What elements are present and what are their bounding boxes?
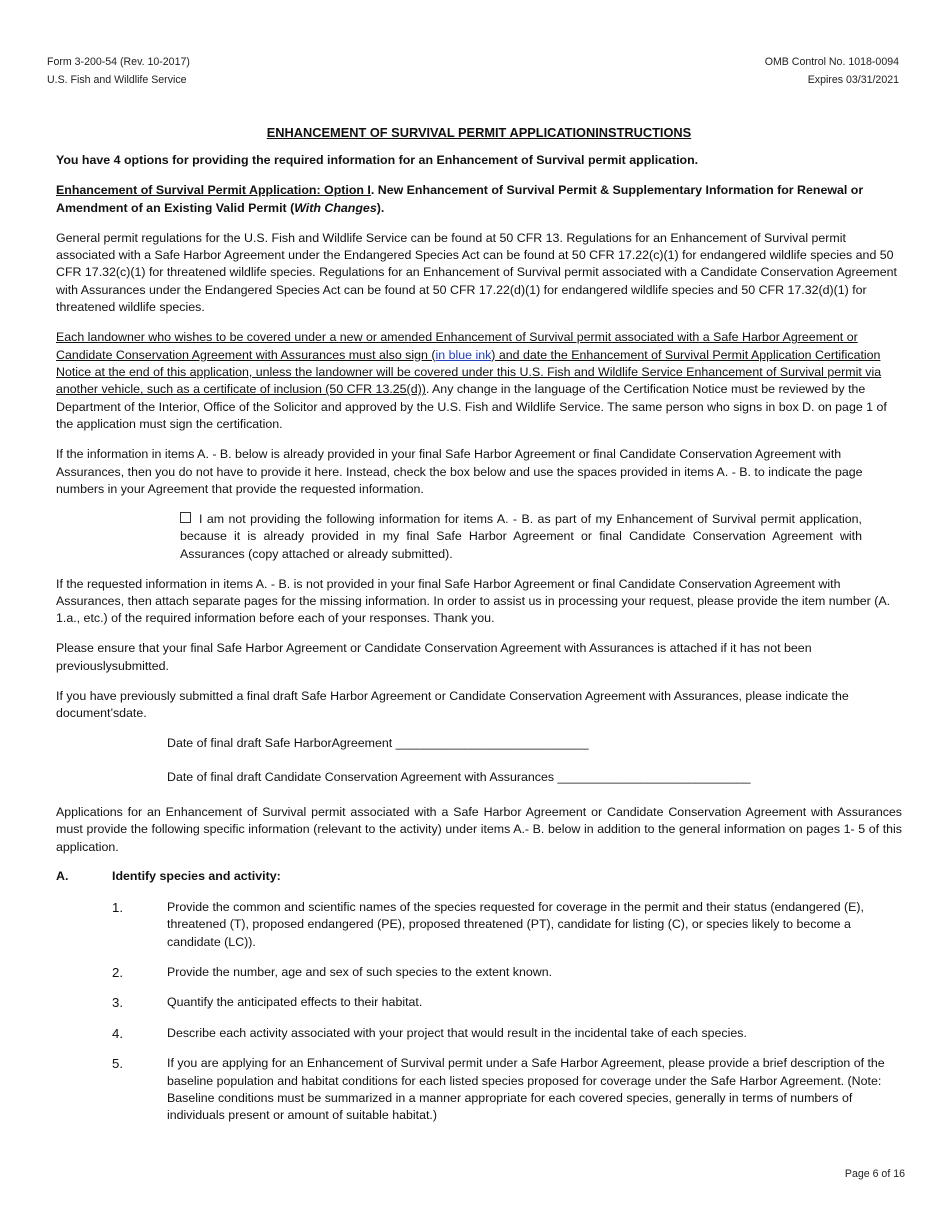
item-number: 5. — [112, 1056, 123, 1072]
safe-harbor-date-line — [167, 735, 902, 752]
expiration-date: Expires 03/31/2021 — [807, 74, 899, 86]
option-text-b: ). — [376, 200, 385, 215]
checkbox-statement — [180, 511, 862, 563]
landowner-paragraph — [56, 329, 902, 433]
omb-control-number: OMB Control No. 1018-0094 — [764, 56, 899, 68]
list-item — [56, 994, 902, 1011]
section-a-title: Identify species and activity: — [112, 869, 281, 884]
already-provided-paragraph: If the information in items A. - B. below is already provided in your final Safe Harbor Agreement or final Candidate Conservation Agreement with Assurances, then you do not have to provide it here. Instead, check the box below and use the spaces provided in items A. - B. to indicate the page numbers in your Agreement that provide the requested information. — [56, 447, 863, 496]
landowner-underlined-b: ) and date the Enhancement of Survival Permit Application Certification Notice at the end of this application, unless the landowner will be covered under this U.S. Fish and Wildlife Service Enhancement of Survival permit via another vehicle, such as a certificate of inclusion (50 CFR 13.25(d)) — [56, 347, 882, 397]
applications-paragraph: Applications for an Enhancement of Survival permit associated with a Safe Harbor Agreement or Candidate Conservation Agreement with Assurances must provide the following specific information (relevant to the activity) under items A.- B. below in addition to the general information on pages 1- 5 of this application. — [56, 804, 902, 854]
item-text: Provide the common and scientific names of the species requested for coverage in the permit and their status (endangered (E), threatened (T), proposed endangered (PE), proposed threatened (PT), candidate for listing (C), or species likely to become a candidate (LC)). — [167, 899, 865, 949]
previously-submitted-paragraph: If you have previously submitted a final draft Safe Harbor Agreement or Candidate Conservation Agreement with Assurances, please indicate the document’sdate. — [56, 688, 849, 720]
agency-name: U.S. Fish and Wildlife Service — [47, 74, 187, 86]
option-italic: With Changes — [294, 200, 377, 215]
list-item — [56, 1055, 902, 1125]
page-title: ENHANCEMENT OF SURVIVAL PERMIT APPLICATIONINSTRUCTIONS — [266, 125, 692, 140]
ensure-attached-paragraph: Please ensure that your final Safe Harbor Agreement or Candidate Conservation Agreement with Assurances is attached if it has not been previouslysubmitted. — [56, 641, 812, 673]
item-number: 1. — [112, 899, 123, 915]
blue-ink-link[interactable]: in blue ink — [435, 347, 492, 362]
form-header-right — [765, 53, 899, 89]
form-number: Form 3-200-54 (Rev. 10-2017) — [47, 56, 190, 68]
option-heading — [56, 182, 902, 217]
cca-date-field[interactable]: ____________________________ — [557, 770, 751, 785]
section-a-letter: A. — [56, 869, 69, 884]
list-item — [56, 1025, 902, 1042]
checkbox-label: I am not providing the following information for items A. - B. as part of my Enhancement of Survival permit application, because it is already provided in my final Safe Harbor Agreement or final Candidate Conservation Agreement with Assurances (copy attached or already submitted). — [180, 511, 862, 561]
document-body — [56, 124, 902, 1138]
option-label: Enhancement of Survival Permit Application: Option I — [56, 183, 371, 198]
safe-harbor-date-field[interactable]: ____________________________ — [395, 735, 589, 750]
list-item — [56, 899, 902, 951]
form-header-left — [47, 53, 190, 89]
item-number: 2. — [112, 965, 123, 981]
landowner-underlined-a: Each landowner who wishes to be covered under a new or amended Enhancement of Survival permit associated with a Safe Harbor Agreement or Candidate Conservation Agreement with Assurances must also sign ( — [56, 330, 858, 362]
landowner-rest: . Any change in the language of the Certification Notice must be reviewed by the Department of the Interior, Office of the Solicitor and approved by the U.S. Fish and Wildlife Service. The same person who signs in box D. on page 1 of the application must sign the certification. — [56, 382, 887, 432]
item-number: 3. — [112, 995, 123, 1011]
item-text: Describe each activity associated with your project that would result in the incidental take of each species. — [167, 1025, 747, 1040]
item-number: 4. — [112, 1025, 123, 1041]
item-text: Quantify the anticipated effects to their habitat. — [167, 995, 423, 1010]
item-text: Provide the number, age and sex of such species to the extent known. — [167, 965, 553, 980]
page-number: Page 6 of 16 — [844, 1168, 905, 1180]
option-text-a: . New Enhancement of Survival Permit & Supplementary Information for Renewal or Amendment of an Existing Valid Permit ( — [56, 183, 864, 215]
regulations-paragraph: General permit regulations for the U.S. Fish and Wildlife Service can be found at 50 CFR 13. Regulations for an Enhancement of Survival permit associated with a Safe Harbor Agreement under the Endangered Species Act can be found at 50 CFR 17.22(c)(1) for endangered wildlife species and 50 CFR 17.32(c)(1) for threatened wildlife species. Regulations for an Enhancement of Survival permit associated with a Candidate Conservation Agreement with Assurances under the Endangered Species Act can be found at 50 CFR 17.22(d)(1) for endangered wildlife species and 50 CFR 17.32(d)(1) for threatened wildlife species. — [56, 230, 897, 315]
intro-paragraph: You have 4 options for providing the required information for an Enhancement of Survival permit application. — [56, 153, 699, 168]
not-providing-checkbox[interactable] — [180, 512, 191, 523]
list-item — [56, 964, 902, 981]
section-a-heading — [56, 868, 902, 885]
safe-harbor-date-label: Date of final draft Safe HarborAgreement — [167, 735, 393, 750]
not-provided-paragraph: If the requested information in items A. - B. is not provided in your final Safe Harbor Agreement or final Candidate Conservation Agreement with Assurances, then attach separate pages for the missing information. In order to assist us in processing your request, please provide the item number (A. 1.a., etc.) of the required information before each of your responses. Thank you. — [56, 576, 891, 626]
cca-date-line — [167, 769, 902, 786]
cca-date-label: Date of final draft Candidate Conservation Agreement with Assurances — [167, 770, 555, 785]
item-text: If you are applying for an Enhancement of Survival permit under a Safe Harbor Agreement, please provide a brief description of the baseline population and habitat conditions for each listed species proposed for coverage under the Safe Harbor Agreement. (Note: Baseline conditions must be summarized in a manner appropriate for each covered species, generally in terms of numbers of individuals present or amount of suitable habitat.) — [167, 1056, 885, 1123]
